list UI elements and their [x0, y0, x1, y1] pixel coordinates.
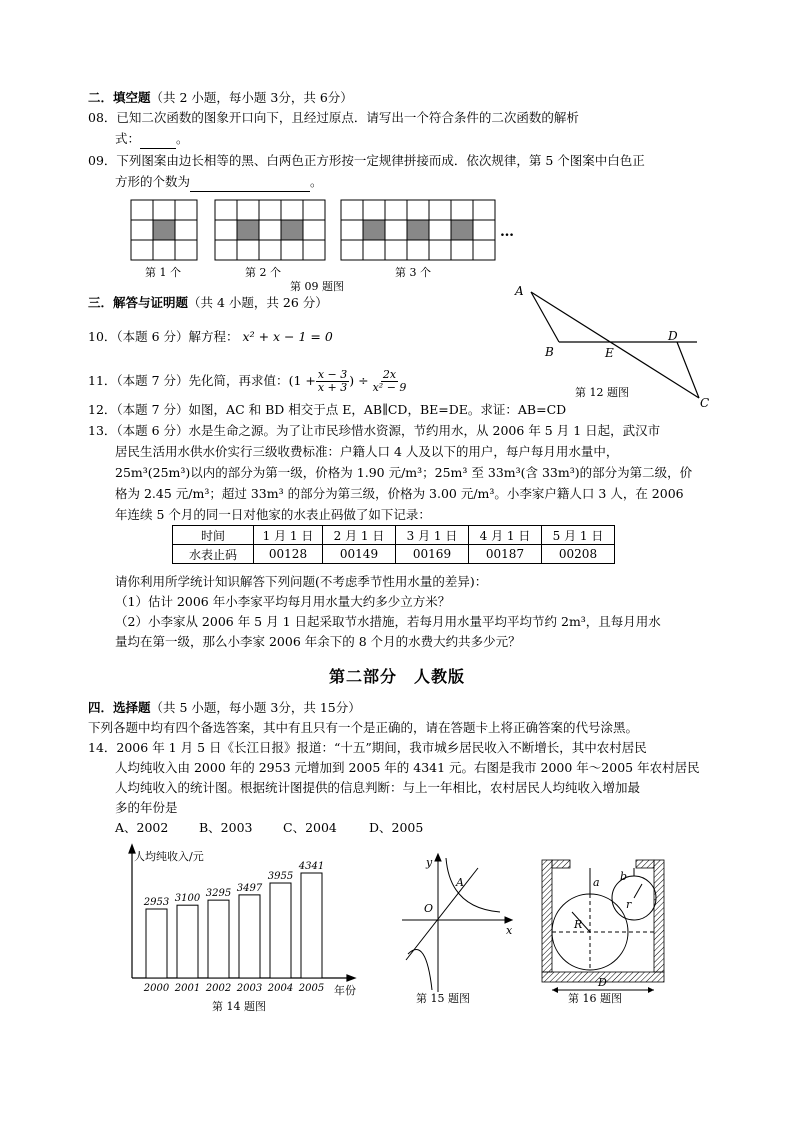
section-4-intro: 下列各题中均有四个备选答案，其中有且只有一个是正确的，请在答题卡上将正确答案的代号涂黑。 — [88, 720, 639, 735]
table-cell: 00169 — [396, 545, 469, 564]
fig16-right-wall — [654, 860, 664, 972]
chart-x-label: 年份 — [334, 984, 356, 997]
fig16-label-R: R — [574, 918, 583, 931]
table-cell: 水表止码 — [173, 545, 254, 564]
section-2-heading — [88, 88, 353, 108]
section-3-note: （共 4 小题，共 26 分） — [188, 295, 328, 310]
q14-option-d[interactable]: D、2005 — [369, 820, 424, 835]
q13-line6: 请你利用所学统计知识解答下列问题(不考虑季节性用水量的差异)： — [115, 574, 488, 589]
q09-label: 方形的个数为 — [115, 174, 191, 189]
q13-line3: 25m³(25m³)以内的部分为第一级，价格为 1.90 元/m³；25m³ 至 33m³(含 33m³)的部分为第二级，价 — [115, 465, 693, 480]
chart-bar — [177, 905, 198, 978]
q12-text: 12．（本题 7 分）如图，AC 和 BD 相交于点 E，AB∥CD，BE=DE。求证：AB=CD — [88, 402, 567, 417]
table-cell: 00208 — [542, 545, 615, 564]
q14-line4: 多的年份是 — [115, 800, 178, 815]
fig12-segment-AB — [531, 292, 559, 342]
q14-option-b[interactable]: B、2003 — [199, 820, 253, 835]
q11 — [88, 366, 406, 396]
q08-line2 — [115, 129, 189, 149]
q14-line2: 人均纯收入由 2000 年的 2953 元增加到 2005 年的 4341 元。右图是我市 2000 年～2005 年农村居民 — [115, 760, 700, 775]
fig09-black-square — [451, 220, 473, 240]
chart-data-label: 3955 — [267, 871, 294, 883]
fig16-label-a: a — [593, 876, 600, 889]
fig09-caption: 第 09 题图 — [290, 280, 344, 292]
q11-open: (1 + — [288, 373, 316, 388]
q11-fraction-2 — [373, 369, 407, 394]
q11-den-1: x + 3 — [317, 381, 348, 394]
fig12-segment-AC — [531, 292, 699, 398]
fig15-label-y: y — [426, 856, 433, 869]
section-4-heading — [88, 698, 361, 718]
q11-num-2: 2x — [382, 368, 397, 381]
fig16-label-r: r — [626, 898, 632, 911]
table-cell: 00128 — [254, 545, 323, 564]
table-header-cell: 时间 — [173, 526, 254, 545]
q11-divide: ) ÷ — [349, 373, 369, 388]
fig16-label-b: b — [620, 870, 628, 883]
chart-x-tick-label: 2000 — [143, 983, 170, 994]
table-cell: 00149 — [323, 545, 396, 564]
chart-bar — [239, 895, 260, 978]
fig09-ellipsis: … — [500, 224, 514, 240]
fig09-black-square — [281, 220, 303, 240]
fig12-label-D: D — [668, 329, 678, 343]
q09-end: 。 — [310, 174, 323, 189]
q10-equation: x² + x − 1 = 0 — [242, 329, 333, 344]
q14-line3: 人均纯收入的统计图。根据统计图提供的信息判断：与上一年相比，农村居民人均纯收入增加最 — [115, 780, 641, 795]
q08-end: 。 — [176, 131, 189, 146]
fig16-top-right-lip — [636, 860, 654, 868]
fig12-label-B: B — [545, 345, 554, 359]
q11-den-2: x² − 9 — [372, 381, 407, 394]
chart-bar — [208, 900, 229, 978]
q14-options — [115, 818, 423, 838]
fig15-label-x: x — [506, 924, 513, 937]
chart-data-label: 3497 — [236, 882, 263, 894]
chart-bar — [270, 883, 291, 978]
q13-line7: （1）估计 2006 年小李家平均每月用水量大约多少立方米？ — [115, 594, 451, 609]
q13-line1: 13．（本题 6 分）水是生命之源。为了让市民珍惜水资源，节约用水，从 2006 年 5 月 1 日起，武汉市 — [88, 423, 661, 438]
fig12-geometry — [505, 280, 725, 415]
chart-x-tick-label: 2004 — [267, 983, 294, 994]
q11-text: 11．（本题 7 分）先化简，再求值： — [88, 373, 289, 388]
chart-data-label: 4341 — [298, 861, 325, 872]
table-header-cell: 4 月 1 日 — [469, 526, 542, 545]
fig12-caption: 第 12 题图 — [575, 386, 629, 399]
table-header-cell: 5 月 1 日 — [542, 526, 615, 545]
section-3-title: 三．解答与证明题 — [88, 295, 189, 310]
q13-line9: 量均在第一级，那么小李家 2006 年余下的 8 个月的水费大约共多少元？ — [115, 634, 521, 649]
q08-line1: 08．已知二次函数的图象开口向下，且经过原点．请写出一个符合条件的二次函数的解析 — [88, 110, 579, 125]
fig16-label-D: D — [598, 976, 607, 989]
q10 — [88, 327, 333, 347]
fig12-label-A: A — [515, 284, 524, 298]
q13-line2: 居民生活用水供水价实行三级收费标准：户籍人口 4 人及以下的用户，每户每月用水量中， — [115, 444, 619, 459]
q08-answer-blank[interactable] — [140, 148, 176, 149]
fig09-label-3: 第 3 个 — [395, 266, 431, 279]
chart-bar — [146, 909, 167, 978]
fig09-patterns — [125, 196, 525, 292]
chart-y-label: 人均纯收入/元 — [134, 850, 204, 863]
section-3-heading — [88, 293, 328, 313]
fig15-hyperbola-branch-2 — [408, 950, 432, 991]
table-row — [173, 545, 615, 564]
chart-x-tick-label: 2003 — [236, 983, 263, 994]
chart-x-tick-label: 2005 — [298, 983, 325, 994]
table-cell: 00187 — [469, 545, 542, 564]
q13-line4: 格为 2.45 元/m³；超过 33m³ 的部分为第三级，价格为 3.00 元/m³。小李家户籍人口 3 人，在 2006 — [115, 486, 684, 501]
fig09-black-square — [363, 220, 385, 240]
chart-data-label: 3295 — [205, 888, 232, 900]
chart-data-label: 3100 — [174, 893, 201, 905]
table-header-row — [173, 526, 615, 545]
fig16-left-wall — [542, 860, 552, 972]
q10-text: 10．（本题 6 分）解方程： — [88, 329, 239, 344]
part-2-title: 第二部分 人教版 — [328, 667, 465, 686]
chart-x-arrow — [347, 975, 355, 981]
q11-num-1: x − 3 — [317, 368, 348, 381]
chart-bar — [301, 873, 322, 978]
fig09-label-1: 第 1 个 — [145, 266, 181, 279]
fig15-label-A: A — [456, 876, 464, 889]
fig15-hyperbola-branch-1 — [446, 858, 500, 912]
fig12-segment-DC — [677, 342, 699, 398]
fig15-graph — [400, 850, 520, 1010]
fig09-label-2: 第 2 个 — [245, 266, 281, 279]
fig15-label-O: O — [424, 902, 434, 915]
chart-x-tick-label: 2002 — [205, 983, 232, 994]
q14-option-c[interactable]: C、2004 — [283, 820, 337, 835]
q09-line1: 09．下列图案由边长相等的黑、白两色正方形按一定规律拼接而成．依次规律，第 5 个图案中白色正 — [88, 153, 645, 168]
chart-x-tick-label: 2001 — [174, 983, 201, 994]
fig14-bar-chart — [108, 842, 370, 1014]
chart-data-label: 2953 — [143, 897, 170, 908]
fig12-label-E: E — [605, 346, 614, 360]
section-4-note: （共 5 小题，每小题 3分，共 15分） — [150, 700, 361, 715]
fig16-container — [538, 852, 668, 1010]
fig09-black-square — [153, 220, 175, 240]
section-2-note: （共 2 小题，每小题 3分，共 6分） — [150, 90, 353, 105]
table-header-cell: 3 月 1 日 — [396, 526, 469, 545]
fig12-label-C: C — [700, 396, 710, 410]
q09-line2 — [115, 172, 323, 192]
fig16-caption: 第 16 题图 — [568, 992, 622, 1005]
fig15-line — [406, 868, 478, 960]
section-4-title: 四．选择题 — [88, 700, 151, 715]
q11-fraction-1 — [316, 369, 349, 394]
fig09-black-square — [237, 220, 259, 240]
q14-line1: 14．2006 年 1 月 5 日《长江日报》报道：“十五”期间，我市城乡居民收入不断增长，其中农村居民 — [88, 740, 647, 755]
q09-answer-blank[interactable] — [190, 191, 310, 192]
table-header-cell: 1 月 1 日 — [254, 526, 323, 545]
fig15-caption: 第 15 题图 — [416, 992, 470, 1005]
q13-line5: 年连续 5 个月的同一日对他家的水表止码做了如下记录： — [115, 507, 431, 522]
q13-line8: （2）小李家从 2006 年 5 月 1 日起采取节水措施，若每月用水量平均平均节约 2m³，且每月用水 — [115, 614, 661, 629]
water-meter-table — [172, 525, 615, 564]
fig09-black-square — [407, 220, 429, 240]
section-2-title: 二．填空题 — [88, 90, 151, 105]
fig16-top-left-lip — [552, 860, 570, 868]
chart-caption: 第 14 题图 — [212, 1000, 266, 1013]
table-header-cell: 2 月 1 日 — [323, 526, 396, 545]
q14-option-a[interactable]: A、2002 — [115, 820, 169, 835]
q08-label: 式： — [115, 131, 141, 146]
